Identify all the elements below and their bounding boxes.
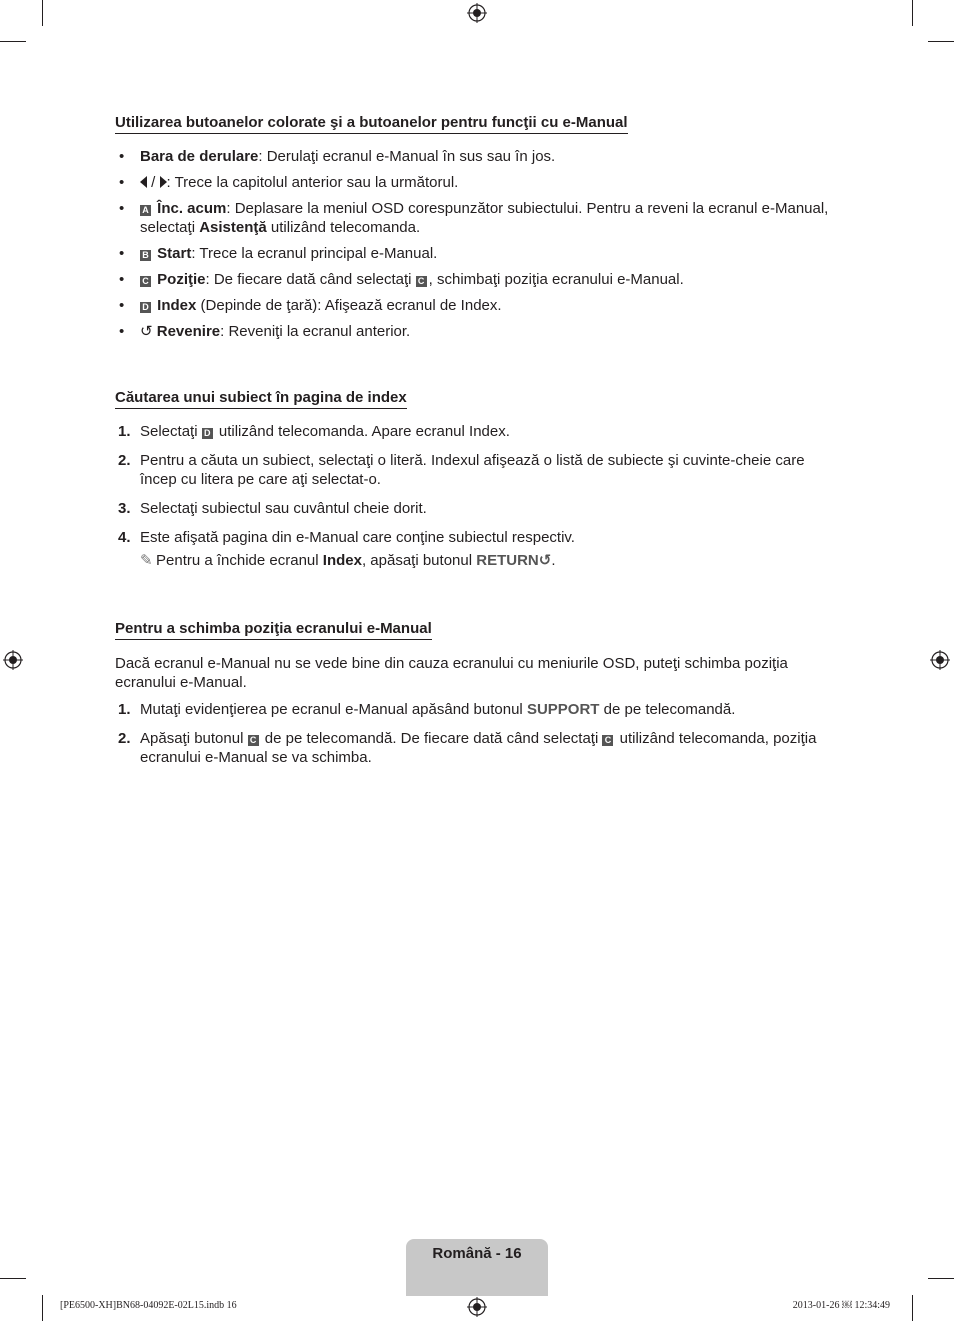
crop-mark [928,1278,954,1279]
d-button-icon: D [202,428,213,439]
b-button-icon: B [140,250,151,261]
page-number: Română - 16 [432,1245,522,1262]
crop-mark [912,1295,913,1321]
arrow-right-icon [160,176,167,188]
section-heading: Căutarea unui subiect în pagina de index [115,389,407,409]
crop-mark [42,0,43,26]
list-item: • C Poziţie: De fiecare dată când selectaţi C , schimbaţi poziţia ecranului e-Manual. [119,271,684,288]
section-index-search [115,389,845,570]
registration-mark-icon [467,1297,487,1317]
list-item: 2. Apăsaţi butonul C de pe telecomandă. De fiecare dată când selectaţi C utilizând telecomanda, poziţia ecranului e-Manual se va schimba. [118,730,817,766]
c-button-icon: C [602,735,613,746]
section-colored-buttons [115,114,845,348]
list-item: • ↺ Revenire: Reveniţi la ecranul anterior. [119,323,411,340]
crop-mark [912,0,913,26]
list-item: 1. Selectaţi D utilizând telecomanda. Apare ecranul Index. [118,423,510,440]
list-item: 1. Mutaţi evidenţierea pe ecranul e-Manual apăsând butonul SUPPORT de pe telecomandă. [118,701,736,718]
registration-mark-icon [467,3,487,23]
list-item: • / : Trece la capitolul anterior sau la următorul. [119,174,459,191]
c-button-icon: C [140,276,151,287]
c-button-icon: C [248,735,259,746]
file-slug: [PE6500-XH]BN68-04092E-02L15.indb 16 [60,1300,237,1311]
list-item: 3. Selectaţi subiectul sau cuvântul cheie dorit. [118,500,427,517]
a-button-icon: A [140,205,151,216]
list-item: • Bara de derulare: Derulaţi ecranul e-Manual în sus sau în jos. [119,148,556,165]
section-heading: Utilizarea butoanelor colorate şi a butoanelor pentru funcţii cu e-Manual [115,114,628,134]
arrow-left-icon [140,176,147,188]
c-button-icon: C [416,276,427,287]
registration-mark-icon [930,650,950,670]
d-button-icon: D [140,302,151,313]
crop-mark [0,1278,26,1279]
crop-mark [0,41,26,42]
list-item: 2. Pentru a căuta un subiect, selectaţi o literă. Indexul afişează o listă de subiecte şi cuvinte-cheie care încep cu litera pe care aţi selectat-o. [118,452,805,488]
list-item: • B Start: Trece la ecranul principal e-Manual. [119,245,438,262]
intro-paragraph: Dacă ecranul e-Manual nu se vede bine din cauza ecranului cu meniurile OSD, puteţi schimba poziţia ecranului e-Manual. [115,655,788,691]
crop-mark [928,41,954,42]
section-heading: Pentru a schimba poziţia ecranului e-Manual [115,620,432,640]
crop-mark [42,1295,43,1321]
pencil-icon: ✎ [140,552,153,569]
list-item: 4. Este afişată pagina din e-Manual care conţine subiectul respectiv. [118,529,575,546]
list-item: • D Index (Depinde de ţară): Afişează ecranul de Index. [119,297,502,314]
list-item: • A Înc. acum: Deplasare la meniul OSD corespunzător subiectului. Pentru a reveni la ecranul e-Manual, selectaţi Asistenţă utilizând telecomanda. [119,200,829,236]
return-icon: ↺ [538,552,552,569]
return-icon: ↺ [140,323,153,340]
section-change-position [115,620,845,777]
timestamp-slug: 2013-01-26 ￼ 12:34:49 [792,1300,890,1311]
note: ✎ Pentru a închide ecranul Index, apăsaţi butonul RETURN↺. [140,552,556,569]
registration-mark-icon [3,650,23,670]
